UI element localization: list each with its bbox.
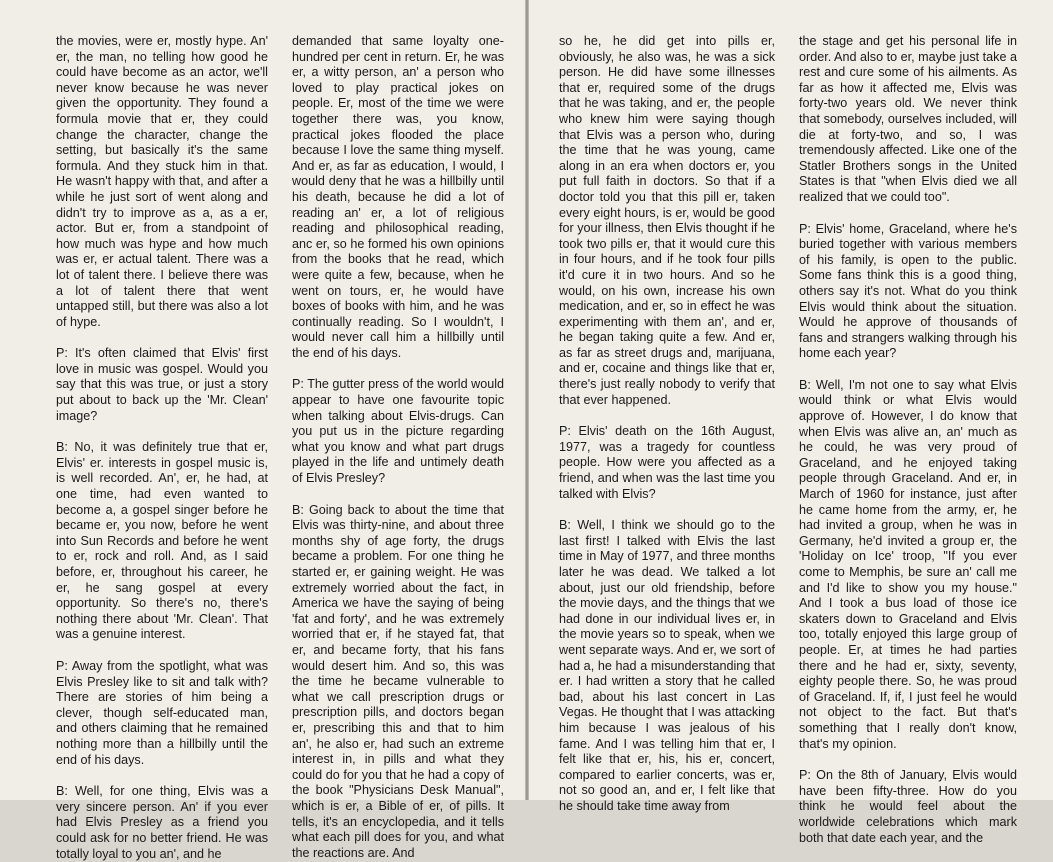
paragraph: B: No, it was definitely true that er, Elvis' er. interests in gospel music is, is well recorded. An', er, he had, at one time, had even wanted to become a, a gospel singer before he became er, you now, before he went into Sun Records and before he went to er, rock and roll. And, as I said before, er, throughout his career, he er, he sang gospel at every opportunity. So there's no, there's nothing there about 'Mr. Clean'. That was a genuine interest. <box>56 440 268 642</box>
paragraph: B: Well, I think we should go to the last first! I talked with Elvis the last time in May of 1977, and three months later he was dead. We talked a lot about, just our old friendship, before the movie days, and the things that we had done in our individual lives er, in the movie years so to speak, when we went separate ways. And er, we sort of had a, he had a misunderstanding that er. I had written a story that he called bad, about his last concert in Las Vegas. He thought that I was attacking him because I was jealous of his fame. And I was telling him that er, I felt like that er, his, his er, concert, compared to earlier concerts, was er, not so good an, and er, I felt like that he should take time away from <box>559 518 775 813</box>
paragraph: the stage and get his personal life in order. And also to er, maybe just take a rest and cure some of his ailments. As far as how it affected me, Elvis was forty-two years old. We never think that somebody, ourselves included, will die at forty-two, and so, I was tremendously affected. Like one of the Statler Brothers songs in the United States is that "when Elvis died we all realized that we could too". <box>799 34 1017 204</box>
paragraph: B: Well, for one thing, Elvis was a very sincere person. An' if you ever had Elvis Presley as a friend you could ask for no better friend. He was totally loyal to you an', and he <box>56 784 268 861</box>
left-page-column-1 <box>56 34 268 861</box>
left-page-column-2 <box>292 34 504 860</box>
paragraph: the movies, were er, mostly hype. An' er, the man, no telling how good he could have become as an actor, we'll never know because he was never given the opportunity. They found a formula movie that er, they could change the character, change the setting, but basically it's the same formula. And they stuck him in that. He wasn't happy with that, and after a while he just sort of went along and didn't try to improve as a, as a er, actor. But er, from a standpoint of how much was hype and how much was er, er actual talent. There was a lot of talent there. I believe there was a lot of talent there that went untapped still, but there was also a lot of hype. <box>56 34 268 329</box>
paragraph: B: Well, I'm not one to say what Elvis would think or what Elvis would approve of. However, I do know that when Elvis was alive an, an' much as he could, he was very proud of Graceland, and he enjoyed taking people through Graceland. And er, in March of 1960 for instance, just after he came home from the army, er, he had invited a group, when he was in Germany, he'd invited a group er, the 'Holiday on Ice' troop, "If you ever come to Memphis, be sure an' call me and I'd like to show you my house." And I took a bus load of those ice skaters down to Graceland and Elvis too, totally enjoyed this large group of people. Er, at times he had parties there and he had er, sixty, seventy, eighty people there. So, he was proud of Graceland. If, if, I just feel he would not object to the fact. But that's something that I really don't know, that's my opinion. <box>799 377 1017 751</box>
right-page-column-2 <box>799 34 1017 845</box>
paragraph: P: On the 8th of January, Elvis would have been fifty-three. How do you think he would feel about the worldwide celebrations which mark both that date each year, and the <box>799 768 1017 845</box>
paragraph: P: Elvis' home, Graceland, where he's buried together with various members of his family, is open to the public. Some fans think this is a good thing, others say it's not. What do you think Elvis would think about the situation. Would he approve of thousands of fans and strangers walking through his home each year? <box>799 221 1017 361</box>
paragraph: P: Away from the spotlight, what was Elvis Presley like to sit and talk with? There are stories of him being a clever, though self-educated man, and others claiming that he remained nothing more than a hillbilly until the end of his days. <box>56 658 268 767</box>
paragraph: P: The gutter press of the world would appear to have one favourite topic when talking about Elvis-drugs. Can you put us in the picture regarding what you know and what part drugs played in the life and untimely death of Elvis Presley? <box>292 377 504 486</box>
right-page-column-1 <box>559 34 775 813</box>
page-gutter <box>525 0 529 800</box>
paragraph: demanded that same loyalty one-hundred per cent in return. Er, he was er, a witty person, an' a person who loved to play practical jokes on people. Er, most of the time we were together there was, you know, practical jokes flooded the place because I love the same thing myself. And er, as far as education, I would, I would deny that he was a hillbilly until his death, because he did a lot of reading an' er, a lot of religious reading and philosophical reading, anc er, so he formed his own opinions from the books that he read, which were quite a few, because, when he went on tours, er, he would have boxes of books with him, and he was continually reading. So I wouldn't, I would never call him a hillbilly until the end of his days. <box>292 34 504 360</box>
right-page <box>527 0 1053 845</box>
paragraph: so he, he did get into pills er, obviously, he also was, he was a sick person. He did have some illnesses that er, required some of the drugs that he was taking, and er, the people who knew him were saying though that Elvis was a person who, during the time that he was young, came along in an era when doctors er, you put full faith in doctors. So that if a doctor told you that this pill er, taken every eight hours, is er, would be good for your illness, then Elvis thought if he took two pills er, that it would cure this in four hours, and if he took four pills it'd cure it in two hours. And so he would, on his own, increase his own medication, and er, so in effect he was experimenting with them an', and er, he began taking quite a few. And er, as far as street drugs and, marijuana, and er, cocaine and things like that er, there's just really nobody to verify that that ever happened. <box>559 34 775 407</box>
paragraph: B: Going back to about the time that Elvis was thirty-nine, and about three months shy of age forty, the drugs became a problem. For one thing he started er, er gaining weight. He was extremely worried about the fact, in America we have the saying of being 'fat and forty', and he was extremely worried that er, if he stayed fat, that er, and became forty, that his fans would desert him. And so, this was the time he became vulnerable to what we call prescription drugs or prescription pills, and doctors began er, prescribing this and that to him an', he also er, had such an extreme interest in, in pills and what they could do for you that he had a copy of the book "Physicians Desk Manual", which is er, a Bible of er, of pills. It tells, it's an encyclopedia, and it tells what each pill does for you, and what the reactions are. And <box>292 502 504 860</box>
left-page <box>0 0 527 861</box>
paragraph: P: Elvis' death on the 16th August, 1977, was a tragedy for countless people. How were you affected as a friend, and when was the last time you talked with Elvis? <box>559 424 775 501</box>
paragraph: P: It's often claimed that Elvis' first love in music was gospel. Would you say that this was true, or just a story put about to back up the 'Mr. Clean' image? <box>56 346 268 423</box>
